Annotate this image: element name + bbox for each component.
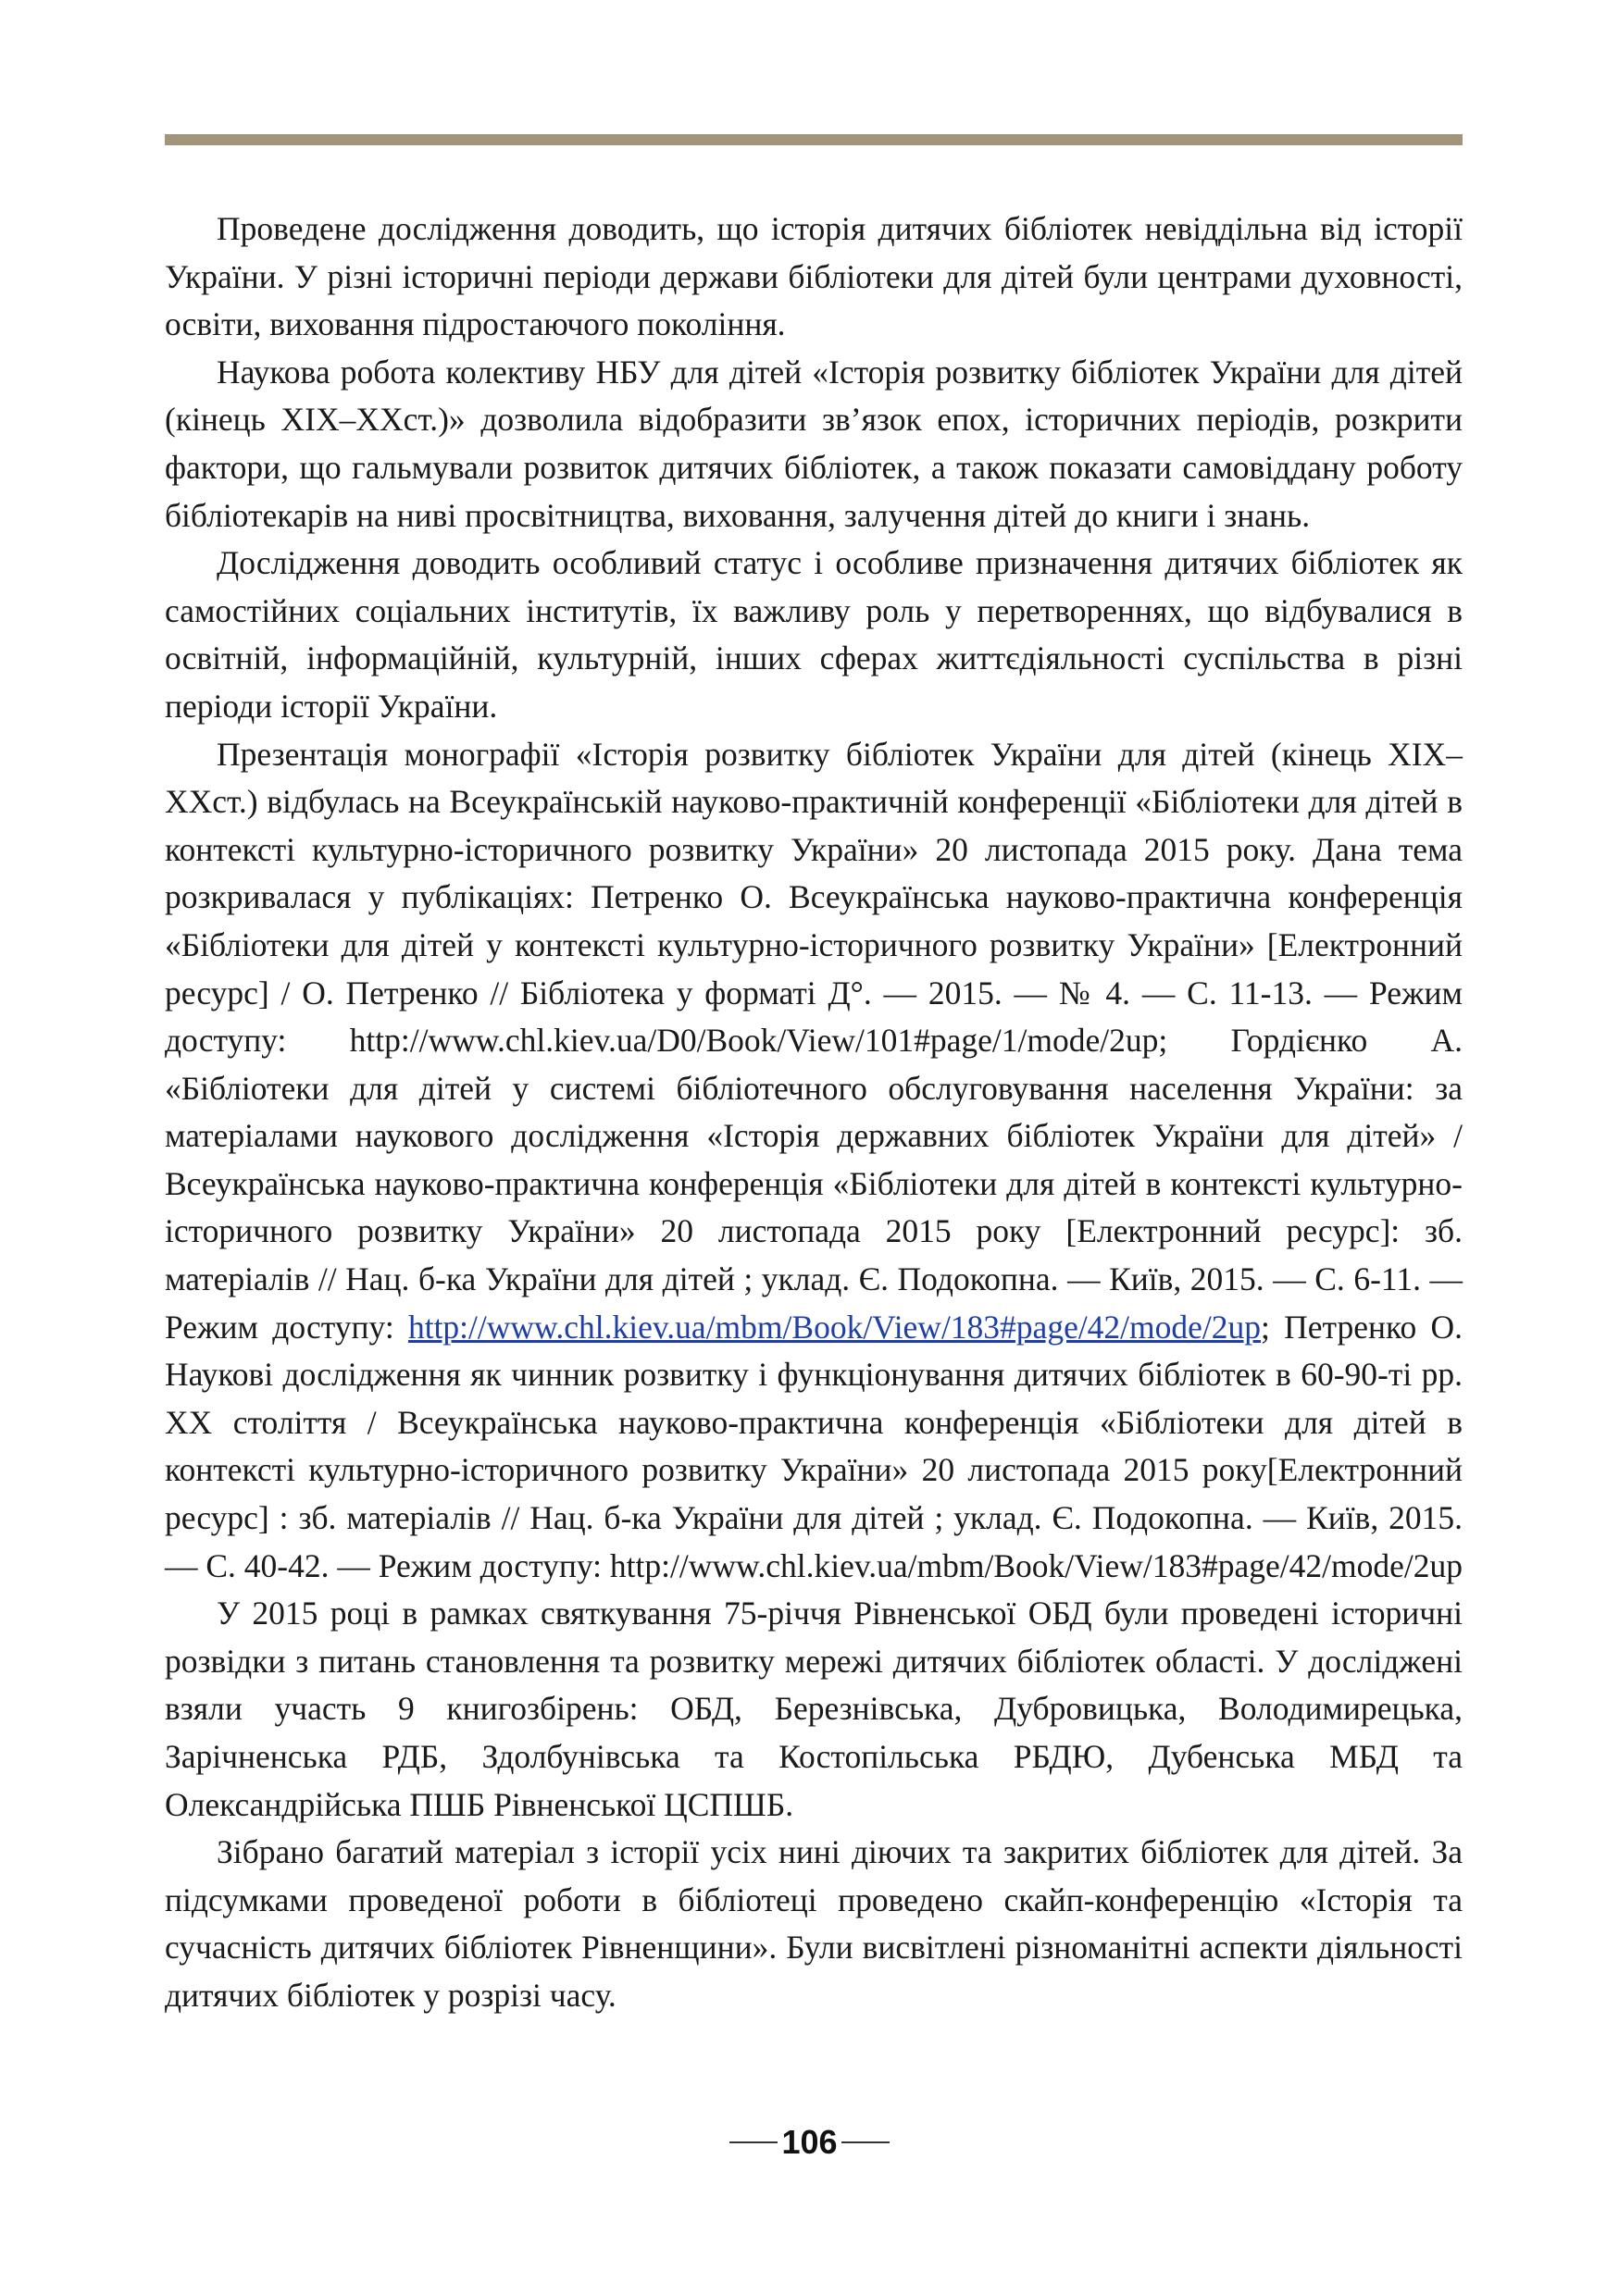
- page-number: 106: [781, 2123, 838, 2161]
- paragraph-special-status: Дослідження доводить особливий статус і особливе призначення дитячих бібліотек як самостійних соціальних інститутів, їх важливу роль у перетвореннях, що відбувалися в освітній, інформаційній, культурній, інших сферах життєдіяльності суспільства в різні періоди історії України.: [165, 544, 1463, 725]
- paragraph-presentation: [165, 731, 1463, 1591]
- footer-dash-right: [841, 2141, 890, 2143]
- page-body: [165, 205, 1463, 2020]
- paragraph-rivne-research: У 2015 році в рамках святкування 75-річчя Рівненської ОБД були проведені історичні розвідки з питань становлення та розвитку мережі дитячих бібліотек області. У досліджені взяли участь 9 книгозбірень: ОБД, Березнівська, Дубровицька, Володимирецька, Зарічненська РДБ, Здолбунівська та Костопільська РБДЮ, Дубенська МБД та Олександрійська ПШБ Рівненської ЦСПШБ.: [165, 1595, 1463, 1823]
- paragraph-research-work: Наукова робота колективу НБУ для дітей «Історія розвитку бібліотек України для дітей (кінець ХІХ–ХХст.)» дозволила відобразити зв’язок епох, історичних періодів, розкрити фактори, що гальмували розвиток дитячих бібліотек, а також показати самовіддану роботу бібліотекарів на ниві просвітництва, виховання, залучення дітей до книги і знань.: [165, 353, 1463, 534]
- paragraph-collected-material: Зібрано багатий матеріал з історії усіх нині діючих та закритих бібліотек для дітей. За підсумками проведеної роботи в бібліотеці проведено скайп-конференцію «Історія та сучасність дитячих бібліотек Рівненщини». Були висвітлені різноманітні аспекти діяльності дитячих бібліотек у розрізі часу.: [165, 1833, 1463, 2014]
- presentation-text-before: Презентація монографії «Історія розвитку бібліотек України для дітей (кінець ХІХ–ХХст.) відбулась на Всеукраїнській науково-практичній конференції «Бібліотеки для дітей в контексті культурно-історичного розвитку України» 20 листопада 2015 року. Дана тема розкривалася у публікаціях: Петренко О. Всеукраїнська науково-практична конференція «Бібліотеки для дітей у контексті культурно-історичного розвитку України» [Електронний ресурс] / О. Петренко // Бібліотека у форматі Д°. — 2015. — № 4. — С. 11-13. — Режим доступу: http://www.chl.kiev.ua/D0/Book/View/101#page/1/mode/2up; Гордієнко А. «Бібліотеки для дітей у системі бібліотечного обслуговування населення України: за матеріалами наукового дослідження «Історія державних бібліотек України для дітей» / Всеукраїнська науково-практична конференція «Бібліотеки для дітей в контексті культурно-історичного розвитку України» 20 листопада 2015 року [Електронний ресурс]: зб. матеріалів // Нац. б-ка України для дітей ; уклад. Є. Подокопна. — Київ, 2015. — С. 6-11. — Режим доступу:: [165, 735, 1463, 1346]
- presentation-text-after: ; Петренко О. Наукові дослідження як чинник розвитку і функціонування дитячих бібліотек в 60-90-ті рр. ХХ століття / Всеукраїнська науково-практична конференція «Бібліотеки для дітей в контексті культурно-історичного розвитку України» 20 листопада 2015 року[Електронний ресурс] : зб. матеріалів // Нац. б-ка України для дітей ; уклад. Є. Подокопна. — Київ, 2015. — С. 40-42. — Режим доступу: http://www.chl.kiev.ua/mbm/Book/View/183#page/42/mode/2up: [165, 1308, 1463, 1584]
- page-footer: [0, 2123, 1619, 2162]
- footer-dash-left: [729, 2141, 778, 2143]
- header-rule: [165, 134, 1463, 145]
- paragraph-conclusion: Проведене дослідження доводить, що історія дитячих бібліотек невіддільна від історії України. У різні історичні періоди держави бібліотеки для дітей були центрами духовності, освіти, виховання підростаючого покоління.: [165, 210, 1463, 343]
- reference-link[interactable]: http://www.chl.kiev.ua/mbm/Book/View/183#page/42/mode/2up: [407, 1308, 1262, 1346]
